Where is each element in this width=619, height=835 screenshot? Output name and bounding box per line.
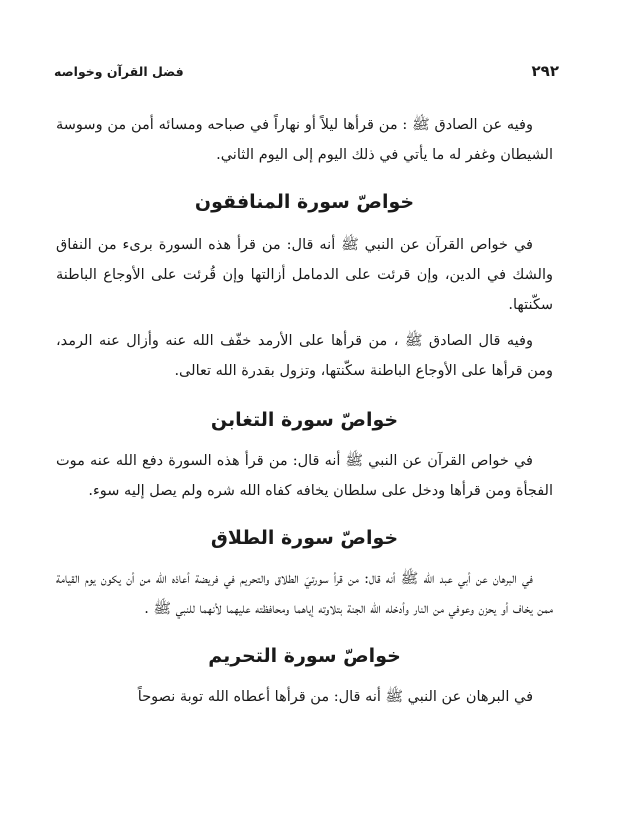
paragraph-taghabun: في خواص القرآن عن النبي ﷺ أنه قال: من قرأ هذه السورة دفع الله عنه موت الفجأة ومن قرأها ودخل على سلطان يخافه كفاه الله شره ولم يصل إليه سوء. — [56, 453, 553, 499]
section-heading-taghabun: خواصّ سورة التغابن — [210, 409, 399, 431]
section-heading-talaq: خواصّ سورة الطلاق — [210, 527, 399, 549]
page-number: ٢٩٢ — [531, 62, 559, 80]
paragraph-intro: وفيه عن الصادق ﷺ : من قرأها ليلاً أو نهاراً في صباحه ومسائه أمن من وسوسة الشيطان وغفر له ما يأتي في ذلك اليوم إلى اليوم الثاني. — [56, 117, 553, 163]
paragraph-talaq: في البرهان عن أبي عبد الله ﷺ أنه قال: من قرأ سورتيَ الطلاق والتحريم في فريضة أعاذه الله من أن يكون يوم القيامة ممن يخاف أو يحزن وعوفي من النار وأدخله الله الجنة بتلاوته إياهما ومحافظته عليهما لأنهما للنبي ﷺ . — [56, 571, 553, 617]
running-header-title: فضل القرآن وخواصه — [54, 64, 184, 79]
paragraph-munafiqun-1: في خواص القرآن عن النبي ﷺ أنه قال: من قرأ هذه السورة برىء من النفاق والشك في الدين، وإن قرئت على الدمامل أزالتها وإن قُرئت على الأوجاع الباطنة سكّنتها. — [56, 237, 553, 313]
paragraph-tahrim: في البرهان عن النبي ﷺ أنه قال: من قرأها أعطاه الله توبة نصوحاً — [137, 689, 533, 705]
running-header — [54, 62, 559, 86]
page-body — [56, 110, 553, 712]
paragraph-munafiqun-2: وفيه قال الصادق ﷺ ، من قرأها على الأرمد خفّف الله عنه وأزال عنه الرمد، ومن قرأها على الأوجاع الباطنة سكّنتها، وتزول بقدرة الله تعالى. — [56, 333, 553, 379]
section-heading-munafiqun: خواصّ سورة المنافقون — [194, 191, 415, 213]
section-heading-tahrim: خواصّ سورة التحريم — [208, 645, 401, 667]
